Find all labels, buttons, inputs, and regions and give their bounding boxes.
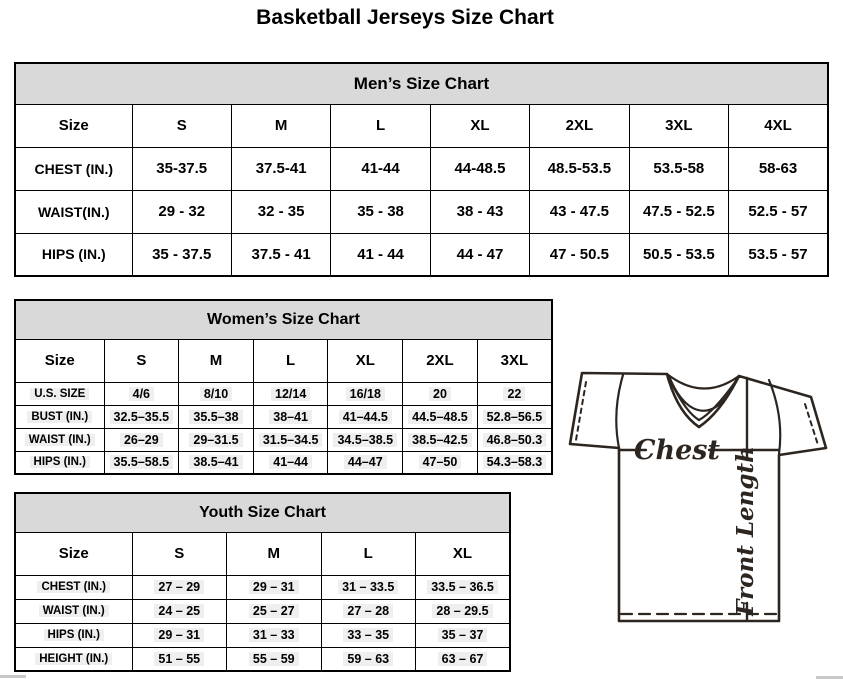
table-cell — [530, 190, 629, 233]
cell-value: 24 – 25 — [154, 604, 204, 618]
womens-table-title: Women’s Size Chart — [15, 300, 552, 339]
womens-size-table — [14, 299, 553, 475]
row-label-text: CHEST (IN.) — [34, 160, 114, 177]
cell-value: 29 – 31 — [249, 580, 299, 594]
cell-value: 52.5 - 57 — [748, 203, 808, 220]
table-cell — [403, 382, 478, 405]
table-cell — [477, 451, 552, 474]
table-cell — [321, 599, 416, 623]
table-cell — [430, 147, 529, 190]
jersey-diagram-icon — [557, 360, 838, 630]
cell-value: 35-37.5 — [156, 160, 208, 177]
table-cell — [132, 233, 231, 276]
table-row — [15, 405, 552, 428]
column-header: 2XL — [530, 104, 629, 147]
row-label-text: HIPS (IN.) — [41, 246, 106, 263]
cell-value: 29 - 32 — [158, 203, 206, 220]
table-cell — [729, 190, 828, 233]
row-label — [15, 599, 132, 623]
cell-value: 44.5–48.5 — [408, 410, 472, 424]
row-label-text: CHEST (IN.) — [37, 581, 110, 593]
column-header: XL — [416, 532, 511, 575]
cell-value: 32.5–35.5 — [110, 410, 174, 424]
cell-value: 12/14 — [271, 387, 310, 401]
cell-value: 47–50 — [419, 455, 462, 469]
cell-value: 53.5 - 57 — [748, 245, 808, 263]
size-column-header: Size — [15, 104, 132, 147]
table-cell — [132, 599, 227, 623]
table-cell — [253, 451, 328, 474]
table-cell — [403, 405, 478, 428]
cell-value: 35 - 38 — [357, 203, 404, 220]
table-cell — [321, 623, 416, 647]
cell-value: 37.5 - 41 — [251, 245, 311, 263]
cell-value: 47.5 - 52.5 — [642, 203, 715, 220]
table-cell — [321, 575, 416, 599]
cell-value: 47 - 50.5 — [549, 245, 609, 263]
table-cell — [430, 190, 529, 233]
table-cell — [227, 575, 322, 599]
table-cell — [403, 451, 478, 474]
table-row — [15, 599, 510, 623]
table-cell — [132, 190, 231, 233]
table-cell — [104, 382, 179, 405]
table-cell — [328, 405, 403, 428]
table-cell — [331, 147, 430, 190]
column-header: 4XL — [729, 104, 828, 147]
table-row — [15, 382, 552, 405]
table-cell — [331, 233, 430, 276]
youth-size-table — [14, 492, 511, 672]
cell-value: 50.5 - 53.5 — [642, 245, 715, 263]
column-header: S — [132, 532, 227, 575]
cell-value: 22 — [503, 387, 525, 401]
table-row — [15, 623, 510, 647]
column-header: L — [331, 104, 430, 147]
column-header: 3XL — [629, 104, 728, 147]
table-row — [15, 147, 828, 190]
table-cell — [416, 599, 511, 623]
table-row — [15, 451, 552, 474]
table-cell — [321, 647, 416, 671]
column-header: L — [321, 532, 416, 575]
table-cell — [629, 147, 728, 190]
table-cell — [231, 190, 330, 233]
row-label-text: BUST (IN.) — [27, 411, 92, 423]
table-cell — [729, 147, 828, 190]
cell-value: 37.5-41 — [255, 160, 307, 177]
table-cell — [253, 382, 328, 405]
row-label — [15, 451, 104, 474]
table-cell — [530, 147, 629, 190]
cell-value: 31 – 33.5 — [338, 580, 398, 594]
cell-value: 41 - 44 — [357, 245, 404, 263]
table-cell — [416, 647, 511, 671]
row-label — [15, 405, 104, 428]
table-cell — [179, 428, 254, 451]
table-row — [15, 428, 552, 451]
column-header: L — [253, 339, 328, 382]
cell-value: 51 – 55 — [154, 652, 204, 666]
table-row — [15, 190, 828, 233]
table-cell — [416, 575, 511, 599]
row-label-text: WAIST (IN.) — [25, 434, 95, 446]
row-label-text: WAIST (IN.) — [39, 605, 109, 617]
row-label — [15, 147, 132, 190]
column-header: XL — [328, 339, 403, 382]
cell-value: 38 - 43 — [456, 203, 504, 220]
table-cell — [331, 190, 430, 233]
cell-value: 63 – 67 — [438, 652, 488, 666]
cell-value: 20 — [429, 387, 451, 401]
table-cell — [132, 623, 227, 647]
row-label — [15, 382, 104, 405]
table-cell — [132, 647, 227, 671]
cell-value: 44–47 — [344, 455, 387, 469]
column-header: M — [231, 104, 330, 147]
table-cell — [132, 147, 231, 190]
cell-value: 4/6 — [129, 387, 154, 401]
cell-value: 33.5 – 36.5 — [427, 580, 498, 594]
cell-value: 31 – 33 — [249, 628, 299, 642]
row-label — [15, 575, 132, 599]
table-cell — [328, 451, 403, 474]
row-label-text: HIPS (IN.) — [44, 629, 104, 641]
cell-value: 32 - 35 — [257, 203, 305, 220]
column-header: M — [179, 339, 254, 382]
cell-value: 38.5–41 — [189, 455, 242, 469]
cell-value: 26–29 — [120, 433, 163, 447]
table-cell — [629, 233, 728, 276]
cell-value: 41–44 — [269, 455, 312, 469]
cell-value: 35 - 37.5 — [152, 245, 212, 263]
cell-value: 27 – 29 — [154, 580, 204, 594]
table-cell — [227, 623, 322, 647]
cell-value: 8/10 — [200, 387, 232, 401]
table-title-row — [15, 300, 552, 339]
cell-value: 54.3–58.3 — [483, 455, 547, 469]
cell-value: 35 – 37 — [438, 628, 488, 642]
scrollbar-fragment-left[interactable] — [0, 675, 26, 678]
mens-size-table — [14, 62, 829, 277]
cell-value: 29–31.5 — [189, 433, 242, 447]
table-cell — [403, 428, 478, 451]
row-label — [15, 623, 132, 647]
table-row — [15, 233, 828, 276]
cell-value: 38–41 — [269, 410, 312, 424]
cell-value: 33 – 35 — [343, 628, 393, 642]
row-label — [15, 428, 104, 451]
youth-table-title: Youth Size Chart — [15, 493, 510, 532]
cell-value: 27 – 28 — [343, 604, 393, 618]
jersey-measurement-diagram — [557, 360, 838, 630]
cell-value: 16/18 — [346, 387, 385, 401]
table-cell — [231, 233, 330, 276]
size-column-header: Size — [15, 532, 132, 575]
table-cell — [231, 147, 330, 190]
cell-value: 29 – 31 — [154, 628, 204, 642]
column-header: M — [227, 532, 322, 575]
row-label-text: WAIST(IN.) — [37, 203, 110, 220]
collar-back-arc — [667, 374, 739, 389]
cell-value: 55 – 59 — [249, 652, 299, 666]
table-cell — [328, 382, 403, 405]
table-title-row — [15, 493, 510, 532]
cell-value: 28 – 29.5 — [432, 604, 492, 618]
table-row — [15, 575, 510, 599]
table-cell — [530, 233, 629, 276]
column-header: S — [104, 339, 179, 382]
table-cell — [430, 233, 529, 276]
cell-value: 58-63 — [758, 160, 798, 177]
table-cell — [729, 233, 828, 276]
mens-table-title: Men’s Size Chart — [15, 63, 828, 104]
cell-value: 31.5–34.5 — [259, 433, 323, 447]
row-label-text: U.S. SIZE — [30, 388, 89, 400]
row-label-text: HEIGHT (IN.) — [35, 653, 112, 665]
table-cell — [179, 382, 254, 405]
table-cell — [253, 405, 328, 428]
table-cell — [328, 428, 403, 451]
table-cell — [132, 575, 227, 599]
table-cell — [416, 623, 511, 647]
size-column-header: Size — [15, 339, 104, 382]
table-header-row — [15, 532, 510, 575]
cell-value: 25 – 27 — [249, 604, 299, 618]
cell-value: 41-44 — [361, 160, 400, 177]
table-cell — [104, 405, 179, 428]
chest-label: Chest — [634, 435, 720, 466]
table-cell — [253, 428, 328, 451]
cell-value: 52.8–56.5 — [483, 410, 547, 424]
table-cell — [227, 647, 322, 671]
table-cell — [477, 405, 552, 428]
cell-value: 38.5–42.5 — [408, 433, 472, 447]
column-header: XL — [430, 104, 529, 147]
row-label — [15, 647, 132, 671]
table-cell — [477, 382, 552, 405]
cell-value: 48.5-53.5 — [547, 160, 612, 177]
cell-value: 41–44.5 — [339, 410, 392, 424]
table-cell — [179, 451, 254, 474]
row-label — [15, 233, 132, 276]
cell-value: 44-48.5 — [454, 160, 506, 177]
table-cell — [629, 190, 728, 233]
cell-value: 43 - 47.5 — [549, 203, 609, 220]
row-label — [15, 190, 132, 233]
cell-value: 34.5–38.5 — [333, 433, 397, 447]
cell-value: 46.8–50.3 — [483, 433, 547, 447]
table-header-row — [15, 104, 828, 147]
cell-value: 35.5–38 — [189, 410, 242, 424]
cell-value: 44 - 47 — [456, 245, 504, 263]
cell-value: 53.5-58 — [653, 160, 705, 177]
table-cell — [179, 405, 254, 428]
table-header-row — [15, 339, 552, 382]
cell-value: 35.5–58.5 — [110, 455, 174, 469]
table-cell — [104, 451, 179, 474]
column-header: 3XL — [477, 339, 552, 382]
table-row — [15, 647, 510, 671]
front-length-label: Front Length — [732, 446, 759, 616]
column-header: S — [132, 104, 231, 147]
table-cell — [477, 428, 552, 451]
column-header: 2XL — [403, 339, 478, 382]
row-label-text: HIPS (IN.) — [30, 456, 90, 468]
table-cell — [227, 599, 322, 623]
table-cell — [104, 428, 179, 451]
cell-value: 59 – 63 — [343, 652, 393, 666]
table-title-row — [15, 63, 828, 104]
page-title: Basketball Jerseys Size Chart — [256, 6, 554, 29]
